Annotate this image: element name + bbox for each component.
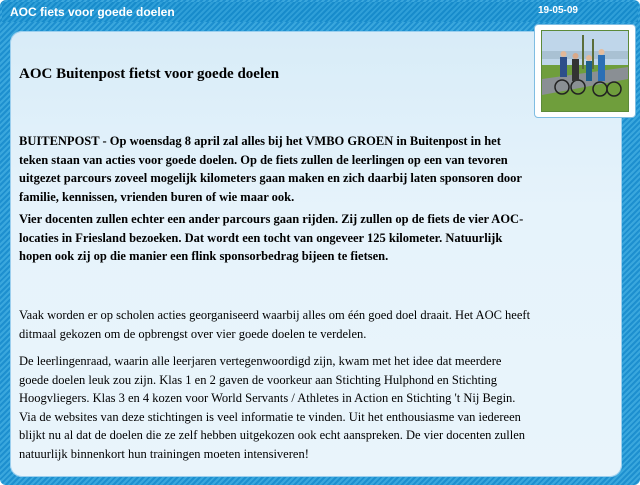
article-title: AOC Buitenpost fietst voor goede doelen	[19, 66, 280, 82]
article-body-paragraph-1: Vaak worden er op scholen acties georganiseerd waarbij alles om één goed doel draait. Het AOC heeft ditmaal gekozen om de opbrengst over vier goede doelen te verdelen.	[19, 308, 531, 341]
article-teachers-paragraph: Vier docenten zullen echter een ander parcours gaan rijden. Zij zullen op de fiets de vier AOC-locaties in Friesland bezoeken. Dat wordt een tocht van ongeveer 125 kilometer. Natuurlijk hopen ook zij op die manier een flink sponsorbedrag bijeen te fietsen.	[19, 212, 524, 263]
header-date: 19-05-09	[537, 5, 578, 16]
photo-thumbnail[interactable]	[534, 24, 636, 118]
cyclists-photo-image	[542, 31, 628, 111]
article-panel	[10, 31, 622, 477]
cyclists-photo[interactable]	[541, 30, 629, 112]
article-body-paragraph-2: De leerlingenraad, waarin alle leerjaren vertegenwoordigd zijn, kwam met het idee dat meerdere goede doelen leuk zou zijn. Klas 1 en 2 gaven de voorkeur aan Stichting Hulphond en Stichting Hoogvliegers. Klas 3 en 4 kozen voor World Servants / Athletes in Action en Stichting 't Nij Begin. Via de websites van deze stichtingen is veel informatie te vinden. Uit het enthousiasme van iedereen blijkt nu al dat de doelen die ze zelf hebben uitgekozen ook echt aanspreken. De vier docenten zullen natuurlijk binnenkort hun trainingen moeten intensiveren!	[19, 354, 526, 461]
article-intro-paragraph: BUITENPOST - Op woensdag 8 april zal alles bij het VMBO GROEN in Buitenpost in het teken staan van acties voor goede doelen. Op de fiets zullen de leerlingen op een van tevoren uitgezet parcours zoveel mogelijk kilometers gaan maken en zich daarbij laten sponsoren door familie, kennissen, vrienden buren of wie maar ook.	[19, 134, 522, 204]
header-title: AOC fiets voor goede doelen	[10, 5, 175, 19]
header-bar	[2, 2, 638, 22]
